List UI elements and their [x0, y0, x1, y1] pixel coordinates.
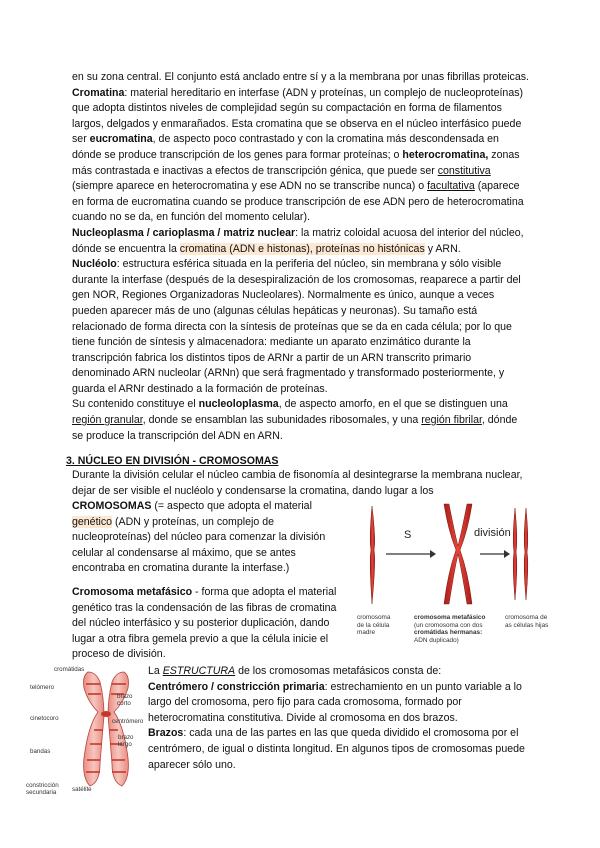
chromosome-structure-figure — [66, 668, 146, 798]
label-cinetocoro: cinetocoro — [30, 715, 59, 722]
term-cromosomas: CROMOSOMAS — [72, 500, 152, 512]
term-cromatina: Cromatina — [72, 86, 125, 99]
section-cromosomas: CROMOSOMAS (= aspecto que adopta el material genético (ADN y proteínas, un complejo de nucleoproteínas) del núcleo para comenzar la división celular al condensarse al máximo, que se antes encontraba en cromatina durante la interfase.) Cromosoma metafásico - forma que adopta el material genético tras la condensación de las fibras de cromatina del núcleo interfásico y su posterior duplicación, dando lugar a otra fibra gemela previo a que la célula inicie el proceso de división. — [72, 499, 342, 663]
caption-daughters: cromosoma de as células hijas — [505, 614, 549, 629]
term-heterocromatina: heterocromatina, — [402, 148, 489, 161]
label-bandas: bandas — [30, 748, 51, 755]
paragraph-nucleolo: Nucléolo: estructura esférica situada en la periferia del núcleo, sin membrana y sólo visible durante la interfase (después de la desespiralización de los cromosomas, reaparece a partir del gen NOR, Regiones Organizadoras Nucleolares). Normalmente es único, aunque a veces pueden aparecer más de uno (algunas células hepáticas y neuronas). Su tamaño está relacionado de forma directa con la síntesis de proteínas que se da en cada célula; por lo que tiene función de síntesis y almacenadora: mediante un aparato enzimático durante la transcripción fabrica los distintos tipos de ARNr a partir de un ARN transcrito primario denominado ARN nucleolar (ARNn) que será fragmentado y transformado posteriormente, y guarda el ARNr destinado a la formación de proteínas. — [72, 258, 521, 395]
mother-chromosome — [370, 506, 374, 604]
daughter-chromosomes — [513, 508, 528, 600]
caption-metaphase: cromosoma metafásico (un cromosoma con dos cromátidas hermanas: ADN duplicado) — [414, 614, 486, 644]
label-satelite: satélite — [72, 786, 92, 793]
label-brazo-largo: brazo largo — [118, 734, 134, 748]
label-brazo-corto: brazo corto — [117, 693, 133, 707]
paragraph-metafasico: Cromosoma metafásico - forma que adopta el material genético tras la condensación de las fibras de cromatina del núcleo interfásico y su posterior duplicación, dando lugar a otra fibra gemela previo a que la célula inicie el proceso de división. — [72, 585, 337, 661]
paragraph-cromatina: en su zona central. El conjunto está anclado entre sí y a la membrana por unas fibrillas proteicas. Cromatina: material hereditario en interfase (ADN y proteínas, un complejo de nucleoproteínas) que adopta distintos niveles de complejidad según su compactación en forma de filamentos largos, delgados y enmarañados. Esta cromatina que se observa en el núcleo interfásico puede ser eucromatina, de aspecto poco contrastado y con la cromatina más descondensada en dónde se produce transcripción de los genes para formar proteínas; o heterocromatina, zonas más contrastada e inactivas a efectos de transcripción génica, que puede ser constitutiva (siempre aparece en heterocromatina y ese ADN no se transcribe nunca) o facultativa (aparece en forma de eucromatina cuando se produce transcripción de ese ADN pero de heterocromatina cuando no se da, en función del momento celular). Nucleoplasma / carioplasma / matriz nuclear: la matriz coloidal acuosa del interior del núcleo, dónde se encuentra la cromatina (ADN e histonas), proteínas no histónicas y ARN. Nucléolo: estructura esférica situada en la periferia del núcleo, sin membrana y sólo visible durante la interfase (después de la desespiralización de los cromosomas, reaparece a partir del gen NOR, Regiones Organizadoras Nucleolares). Normalmente es único, aunque a veces pueden aparecer más de uno (algunas células hepáticas y neuronas). Su tamaño está relacionado de forma directa con la síntesis de proteínas que se da en cada célula; por lo que tiene función de síntesis y almacenadora: mediante un aparato enzimático durante la transcripción fabrica los distintos tipos de ARNr a partir de un ARN transcrito primario denominado ARN nucleolar (ARNn) que será fragmentado y transformado posteriormente, y guarda el ARNr destinado a la formación de proteínas. Su contenido constituye el nucleoloplasma, de aspecto amorfo, en el que se distinguen una región granular, donde se ensamblan las subunidades ribosomales, y una región fibrilar, dónde se produce la transcripción del ADN en ARN. — [72, 70, 530, 444]
paragraph-nucleoloplasma: Su contenido constituye el nucleoloplasma, de aspecto amorfo, en el que se distinguen una región granular, donde se ensamblan las subunidades ribosomales, y una región fibrilar, dónde se produce la transcripción del ADN en ARN. — [72, 398, 518, 442]
structure-text: La ESTRUCTURA de los cromosomas metafásicos consta de: Centrómero / constricción primaria: estrechamiento en un punto variable a lo largo del cromosoma, pero fijo para cada cromosoma, formado por heterocromatina constitutiva. Divide al cromosoma en dos brazos. Brazos: cada una de las partes en las que queda dividido el cromosoma por el centrómero, de igual o distinta longitud. En algunos tipos de cromosomas puede aparecer sólo uno. — [148, 664, 528, 773]
label-telomero: telómero — [30, 684, 55, 691]
caption-mother: cromosoma de la célula madre — [357, 614, 391, 636]
paragraph-centromero: Centrómero / constricción primaria: estrechamiento en un punto variable a lo largo del cromosoma, pero fijo para cada cromosoma, formado por heterocromatina constitutiva. Divide al cromosoma en dos brazos. — [148, 680, 522, 724]
highlight-cromatina: cromatina (ADN e histonas), proteínas no histónicas — [179, 242, 425, 255]
paragraph-brazos: Brazos: cada una de las partes en las que queda dividido el cromosoma por el centrómero, de igual o distinta longitud. En algunos tipos de cromosomas puede aparecer sólo uno. — [148, 727, 525, 771]
term-eucromatina: eucromatina — [89, 133, 153, 146]
section-intro: Durante la división celular el núcleo cambia de fisonomía al desintegrarse la membrana nuclear, dejar de ser visible el nucléolo y condensarse la cromatina, dando lugar a los — [72, 469, 523, 497]
term-facultativa: facultativa — [427, 180, 475, 193]
section-heading: 3. NÚCLEO EN DIVISIÓN - CROMOSOMAS — [66, 455, 279, 467]
label-cromatidas: cromátidas — [54, 666, 85, 673]
division-label: división — [474, 527, 511, 539]
term-estructura: ESTRUCTURA — [162, 665, 236, 677]
metaphase-chromosome — [444, 504, 472, 604]
label-centromero: centrómero — [112, 718, 144, 725]
chromosome-division-figure — [352, 500, 532, 612]
term-constitutiva: constitutiva — [437, 164, 491, 177]
paragraph-nucleoplasma: Nucleoplasma / carioplasma / matriz nuclear: la matriz coloidal acuosa del interior del núcleo, dónde se encuentra la cromatina (ADN e histonas), proteínas no histónicas y ARN. — [72, 226, 524, 255]
s-label: S — [404, 529, 412, 541]
label-constriccion: constricción secundaria — [26, 782, 59, 796]
